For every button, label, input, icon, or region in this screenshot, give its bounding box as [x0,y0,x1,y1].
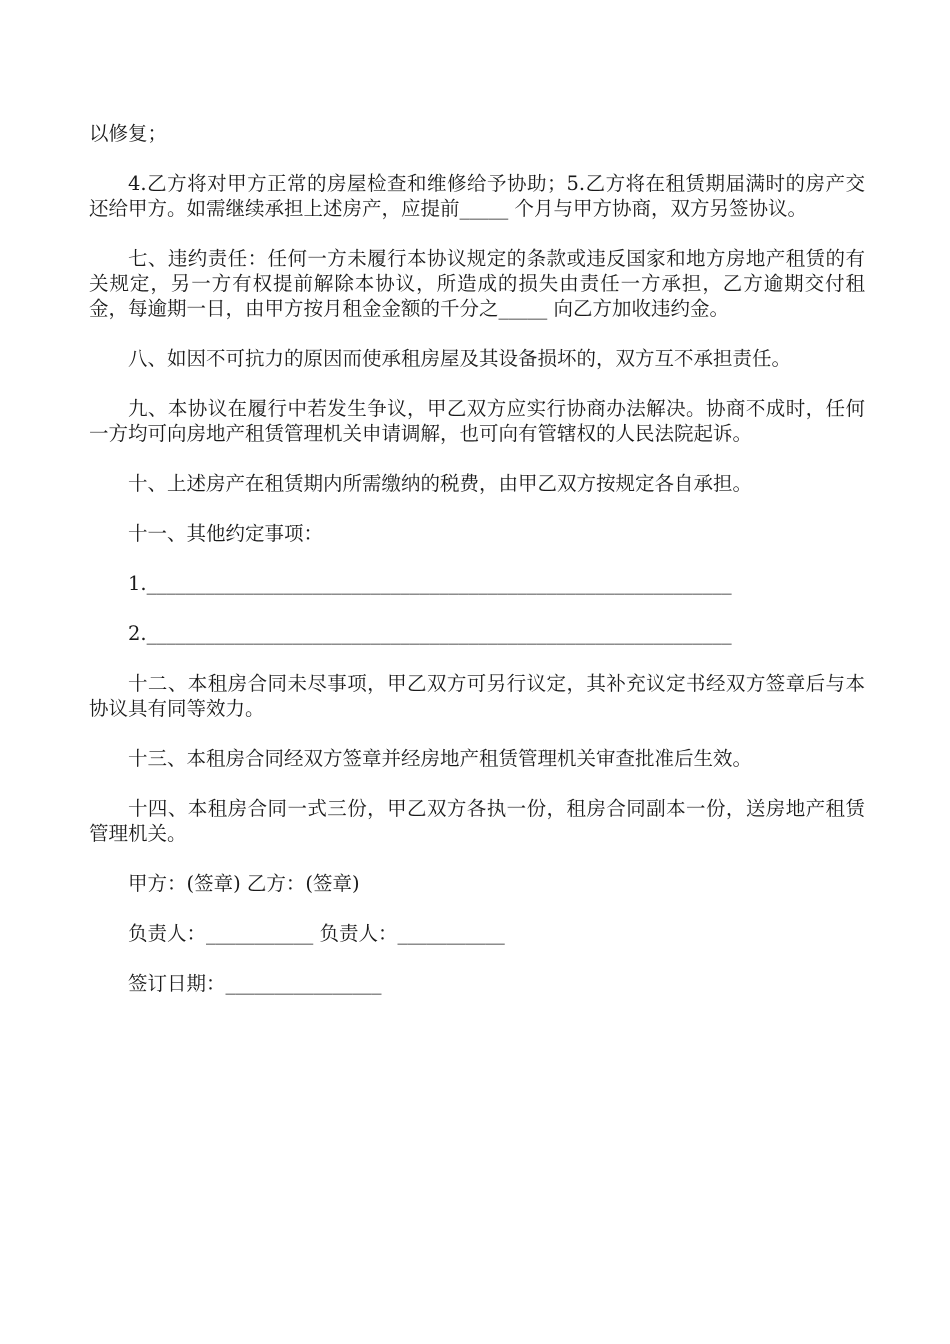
paragraph-repair-continuation: 以修复； [89,122,168,145]
paragraph-copies: 十四、本租房合同一式三份，甲乙双方各执一份，租房合同副本一份，送房地产租赁管理机关。 [89,797,865,845]
signature-responsible: 负责人：___________ 负责人：___________ [128,922,505,945]
signature-date: 签订日期：________________ [128,972,382,995]
paragraph-dispute-resolution: 九、本协议在履行中若发生争议，甲乙双方应实行协商办法解决。协商不成时，任何一方均可向房地产租赁管理机关申请调解，也可向有管辖权的人民法院起诉。 [89,397,865,445]
paragraph-effective: 十三、本租房合同经双方签章并经房地产租赁管理机关审查批准后生效。 [128,747,753,770]
paragraph-force-majeure: 八、如因不可抗力的原因而使承租房屋及其设备损坏的，双方互不承担责任。 [128,347,792,370]
paragraph-supplementary: 十二、本租房合同未尽事项，甲乙双方可另行议定，其补充议定书经双方签章后与本协议具有同等效力。 [89,672,865,720]
signature-parties: 甲方：(签章) 乙方：(签章) [128,872,360,895]
paragraph-taxes: 十、上述房产在租赁期内所需缴纳的税费，由甲乙双方按规定各自承担。 [128,472,753,495]
paragraph-tenant-assist: 4.乙方将对甲方正常的房屋检查和维修给予协助；5.乙方将在租赁期届满时的房产交还给甲方。如需继续承担上述房产，应提前_____ 个月与甲方协商，双方另签协议。 [89,172,865,220]
blank-item-1: 1.____________________________________________________________ [128,572,732,595]
blank-item-2: 2.____________________________________________________________ [128,622,732,645]
paragraph-other-matters: 十一、其他约定事项： [128,522,324,545]
document-body [89,121,865,1021]
paragraph-breach-liability: 七、违约责任：任何一方未履行本协议规定的条款或违反国家和地方房地产租赁的有关规定，另一方有权提前解除本协议，所造成的损失由责任一方承担，乙方逾期交付租金，每逾期一日，由甲方按月租金金额的千分之_____ 向乙方加收违约金。 [89,247,865,320]
